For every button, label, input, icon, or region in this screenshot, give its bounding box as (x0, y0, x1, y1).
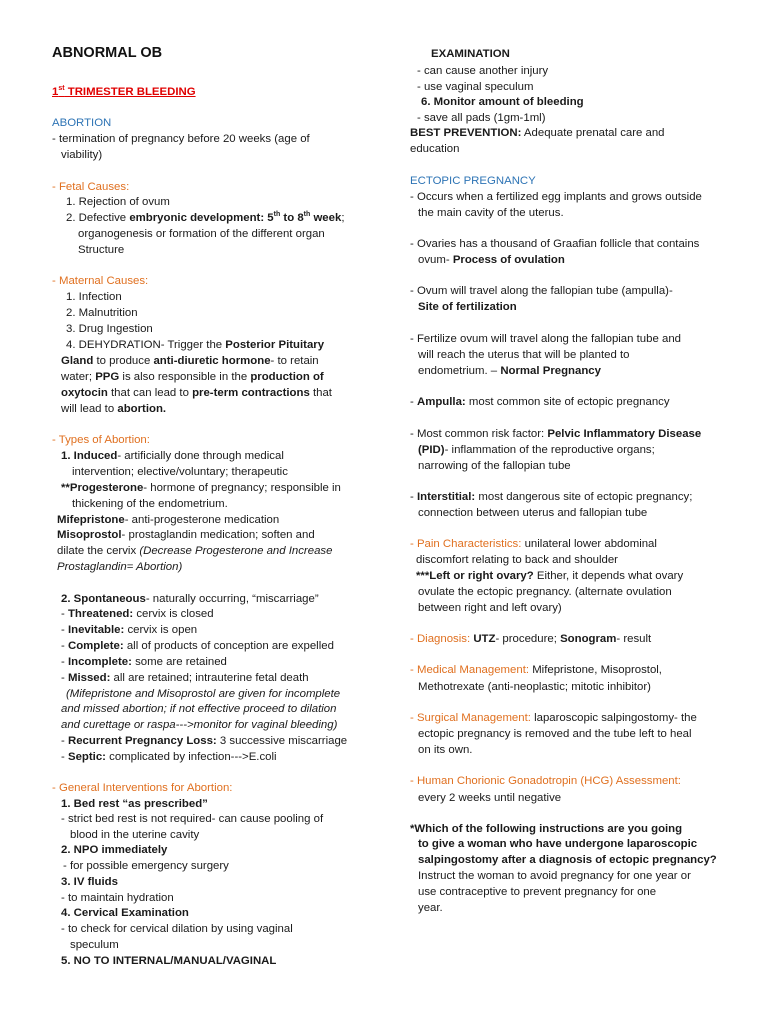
text-run: - prostaglandin medication; soften and (121, 529, 315, 541)
left-text-line (52, 433, 150, 448)
text-run: education (410, 143, 460, 155)
text-run: - anti-progesterone medication (124, 514, 280, 526)
text-run: 4. Cervical Examination (61, 907, 189, 919)
text-run: - Maternal Causes: (52, 275, 149, 287)
left-text-line (61, 954, 276, 969)
text-run: laparoscopic salpingostomy- the (530, 712, 697, 724)
right-text-line (418, 680, 651, 695)
right-text-line (418, 443, 655, 458)
text-run: - (61, 640, 68, 652)
text-run: - Surgical Management: (410, 712, 531, 724)
left-text-line (78, 227, 325, 242)
text-run: ; (341, 212, 345, 224)
right-text-line (417, 64, 548, 79)
text-run: abortion. (117, 403, 167, 415)
text-run: 1 (52, 86, 59, 98)
text-run: UTZ (473, 633, 496, 645)
text-run: use contraceptive to prevent pregnancy for one (418, 886, 657, 898)
text-run: - to check for cervical dilation by using vaginal (61, 923, 293, 935)
text-run: - General Interventions for Abortion: (52, 782, 233, 794)
text-run: Process of ovulation (452, 254, 565, 266)
text-run: Missed: (67, 672, 111, 684)
left-text-line (61, 592, 319, 607)
text-run: is also responsible in the (119, 371, 251, 383)
left-text-line (61, 812, 323, 827)
left-text-line (66, 687, 340, 702)
left-text-line (61, 623, 197, 638)
text-run: will lead to (61, 403, 118, 415)
text-run: 2. Malnutrition (66, 307, 138, 319)
text-run: ECTOPIC PREGNANCY (410, 175, 536, 187)
text-run: - (61, 624, 68, 636)
text-run: that (309, 387, 332, 399)
text-run: - can cause another injury (417, 65, 549, 77)
left-text-line (61, 148, 102, 163)
left-text-line (61, 449, 284, 464)
text-run: ovulate the ectopic pregnancy. (alternate ovulation (418, 586, 672, 598)
text-run: **Progesterone (61, 482, 144, 494)
left-text-line (61, 671, 309, 686)
left-text-line (66, 290, 122, 305)
text-run: PPG (95, 371, 120, 383)
text-run: - result (616, 633, 652, 645)
right-text-line (410, 822, 682, 837)
text-run: Prostaglandin= Abortion) (57, 561, 183, 573)
text-run: the main cavity of the uterus. (418, 207, 564, 219)
right-text-line (410, 395, 670, 410)
right-text-line (418, 601, 562, 616)
text-run: 3 successive miscarriage (216, 735, 348, 747)
text-run: ABORTION (52, 117, 112, 129)
text-run: dilate the cervix (57, 545, 140, 557)
left-text-line (52, 781, 232, 796)
left-text-line (66, 338, 324, 353)
text-run: year. (418, 902, 443, 914)
text-run: 1. Bed rest “as prescribed” (61, 798, 208, 810)
right-text-line (418, 585, 672, 600)
text-run: Mifepristone, Misoprostol, (529, 664, 662, 676)
right-text-line (418, 300, 517, 315)
left-text-line (57, 513, 279, 528)
right-text-line (410, 332, 681, 347)
right-text-line (410, 427, 701, 442)
text-run: Sonogram (560, 633, 617, 645)
text-run: speculum (70, 939, 119, 951)
right-text-line (416, 553, 618, 568)
text-run: EXAMINATION (431, 48, 510, 60)
text-run: complicated by infection--->E.coli (105, 751, 277, 763)
text-run: endometrium. – (418, 365, 501, 377)
text-run: (PID) (418, 444, 445, 456)
text-run: between right and left ovary) (418, 602, 562, 614)
text-run: - save all pads (1gm-1ml) (417, 112, 546, 124)
text-run: - Human Chorionic Gonadotropin (HCG) Assessment: (410, 775, 681, 787)
text-run: Interstitial: (416, 491, 476, 503)
right-text-line (418, 869, 691, 884)
text-run: Gland (61, 355, 94, 367)
right-text-line (418, 837, 697, 852)
text-run: to give a woman who have undergone laparoscopic (418, 838, 698, 850)
left-text-line (52, 132, 310, 147)
left-text-line (61, 402, 166, 417)
left-text-line (57, 560, 182, 575)
right-text-line (418, 853, 717, 868)
text-run: - Medical Management: (410, 664, 530, 676)
left-text-line (61, 906, 189, 921)
text-run: - hormone of pregnancy; responsible in (143, 482, 341, 494)
text-run: ectopic pregnancy is removed and the tube left to heal (418, 728, 692, 740)
text-run: Methotrexate (anti-neoplastic; mitotic inhibitor) (418, 681, 651, 693)
text-run: 2. Spontaneous (61, 593, 146, 605)
text-run: connection between uterus and fallopian tube (418, 507, 648, 519)
right-text-line (431, 47, 510, 62)
right-text-line (410, 174, 536, 189)
right-text-line (410, 237, 699, 252)
text-run: *Which of the following instructions are you going (410, 823, 683, 835)
text-run: - (61, 608, 68, 620)
left-text-line (61, 875, 118, 890)
text-run: anti-diuretic hormone (153, 355, 271, 367)
text-run: ***Left or right ovary? (416, 570, 534, 582)
text-run: - Diagnosis: (410, 633, 471, 645)
left-text-line (52, 180, 129, 195)
text-run: salpingostomy after a diagnosis of ectopic pregnancy? (418, 854, 717, 866)
left-text-line (66, 306, 138, 321)
text-run: - Ovum will travel along the fallopian tube (ampulla)- (410, 285, 673, 297)
text-run: to 8 (280, 212, 304, 224)
left-text-line (57, 544, 332, 559)
text-run: Recurrent Pregnancy Loss: (67, 735, 217, 747)
left-text-line (61, 481, 341, 496)
text-run: Ampulla: (416, 396, 466, 408)
left-text-line (70, 938, 119, 953)
text-run: all are retained; intrauterine fetal death (110, 672, 309, 684)
right-text-line (416, 569, 683, 584)
right-text-line (410, 774, 681, 789)
text-run: pre-term contractions (192, 387, 310, 399)
text-run: and missed abortion; if not effective proceed to dilation (61, 703, 337, 715)
right-text-line (410, 126, 665, 141)
right-text-line (418, 727, 692, 742)
text-run: discomfort relating to back and shoulder (416, 554, 618, 566)
right-text-line (418, 206, 564, 221)
text-run: cervix is closed (133, 608, 214, 620)
text-run: - (61, 672, 68, 684)
left-text-line (66, 322, 153, 337)
left-text-line (52, 85, 196, 100)
text-run: - (61, 656, 68, 668)
right-text-line (417, 111, 546, 126)
text-run: to produce (93, 355, 154, 367)
text-run: Incomplete: (67, 656, 132, 668)
left-text-line (61, 639, 334, 654)
right-text-line (418, 791, 561, 806)
text-run: 2. NPO immediately (61, 844, 168, 856)
left-text-line (61, 655, 227, 670)
text-run: - to maintain hydration (61, 892, 174, 904)
text-run: - (410, 491, 417, 503)
text-run: - Types of Abortion: (52, 434, 150, 446)
text-run: that can lead to (107, 387, 193, 399)
text-run: - inflammation of the reproductive organs; (444, 444, 655, 456)
text-run: unilateral lower abdominal (521, 538, 657, 550)
text-run: - (61, 751, 68, 763)
right-text-line (418, 885, 656, 900)
text-run: blood in the uterine cavity (70, 829, 200, 841)
text-run: embryonic development: 5 (129, 212, 274, 224)
right-text-line (418, 901, 443, 916)
right-text-line (418, 253, 565, 268)
text-run: Instruct the woman to avoid pregnancy for one year or (418, 870, 691, 882)
right-text-line (410, 537, 657, 552)
left-text-line (72, 497, 228, 512)
left-text-line (52, 116, 111, 131)
right-text-line (410, 142, 459, 157)
text-run: Structure (78, 244, 125, 256)
text-run: Site of fertilization (418, 301, 517, 313)
left-text-line (61, 607, 214, 622)
right-text-line (418, 743, 472, 758)
left-text-line (61, 922, 293, 937)
text-run: some are retained (131, 656, 227, 668)
text-run: 3. IV fluids (61, 876, 118, 888)
text-run: th (303, 211, 311, 219)
text-run: Complete: (67, 640, 124, 652)
text-run: week (310, 212, 342, 224)
text-run: will reach the uterus that will be planted to (418, 349, 630, 361)
right-text-line (418, 459, 571, 474)
text-run: most common site of ectopic pregnancy (465, 396, 670, 408)
text-run: most dangerous site of ectopic pregnancy; (475, 491, 693, 503)
text-run: ABNORMAL OB (52, 45, 163, 61)
right-text-line (410, 190, 702, 205)
text-run: 1. Rejection of ovum (66, 196, 170, 208)
left-text-line (61, 797, 208, 812)
left-text-line (66, 211, 344, 226)
right-text-line (418, 348, 629, 363)
text-run: organogenesis or formation of the different organ (78, 228, 325, 240)
left-text-line (78, 243, 124, 258)
left-text-line (61, 386, 332, 401)
right-text-line (418, 364, 601, 379)
text-run: - Ovaries has a thousand of Graafian follicle that contains (410, 238, 700, 250)
left-text-line (61, 891, 174, 906)
right-text-line (410, 711, 697, 726)
text-run: ovum- (418, 254, 453, 266)
left-text-line (61, 750, 277, 765)
text-run: 6. Monitor amount of bleeding (421, 96, 584, 108)
text-run: Pelvic Inflammatory Disease (547, 428, 702, 440)
right-text-line (410, 490, 692, 505)
text-run: - to retain (270, 355, 319, 367)
text-run: Posterior Pituitary (225, 339, 325, 351)
right-text-line (418, 506, 647, 521)
left-text-line (61, 718, 337, 733)
left-text-line (61, 843, 167, 858)
text-run: 2. Defective (66, 212, 130, 224)
left-text-line (61, 702, 336, 717)
left-text-line (57, 528, 315, 543)
text-run: BEST PREVENTION: (410, 127, 522, 139)
left-text-line (72, 465, 288, 480)
text-run: narrowing of the fallopian tube (418, 460, 571, 472)
text-run: - artificially done through medical (117, 450, 284, 462)
text-run: - Occurs when a fertilized egg implants and grows outside (410, 191, 702, 203)
text-run: thickening of the endometrium. (72, 498, 228, 510)
text-run: - naturally occurring, “miscarriage” (145, 593, 319, 605)
text-run: oxytocin (61, 387, 108, 399)
right-text-line (421, 95, 584, 110)
left-text-line (52, 274, 148, 289)
text-run: all of products of conception are expelled (123, 640, 334, 652)
left-text-line (66, 195, 170, 210)
text-run: every 2 weeks until negative (418, 792, 562, 804)
text-run: (Decrease Progesterone and Increase (139, 545, 333, 557)
text-run: - Most common risk factor: (410, 428, 548, 440)
text-run: on its own. (418, 744, 473, 756)
text-run: Misoprostol (57, 529, 122, 541)
text-run: Mifepristone (57, 514, 125, 526)
text-run: TRIMESTER BLEEDING (64, 86, 196, 98)
text-run: Adequate prenatal care and (521, 127, 665, 139)
text-run: st (58, 85, 65, 93)
text-run: water; (61, 371, 96, 383)
text-run: production of (250, 371, 324, 383)
text-run: 4. DEHYDRATION- Trigger the (66, 339, 226, 351)
left-text-line (61, 370, 324, 385)
right-text-line (410, 284, 673, 299)
text-run: Inevitable: (67, 624, 125, 636)
text-run: Septic: (67, 751, 106, 763)
left-text-line (63, 859, 229, 874)
right-text-line (410, 632, 651, 647)
text-run: and curettage or raspa--->monitor for vaginal bleeding) (61, 719, 338, 731)
right-text-line (417, 80, 534, 95)
text-run: th (273, 211, 281, 219)
text-run: - procedure; (495, 633, 561, 645)
text-run: - strict bed rest is not required- can cause pooling of (61, 813, 324, 825)
text-run: - termination of pregnancy before 20 weeks (age of (52, 133, 310, 145)
text-run: viability) (61, 149, 103, 161)
text-run: 1. Induced (61, 450, 118, 462)
text-run: Either, it depends what ovary (533, 570, 684, 582)
text-run: - for possible emergency surgery (63, 860, 229, 872)
text-run: - (410, 396, 417, 408)
right-text-line (410, 663, 662, 678)
text-run: Threatened: (67, 608, 134, 620)
left-text-line (52, 46, 162, 61)
text-run: - Fetal Causes: (52, 181, 130, 193)
text-run: 5. NO TO INTERNAL/MANUAL/VAGINAL (61, 955, 277, 967)
text-run: 1. Infection (66, 291, 122, 303)
text-run: Normal Pregnancy (500, 365, 601, 377)
left-text-line (70, 828, 199, 843)
text-run: - Fertilize ovum will travel along the fallopian tube and (410, 333, 681, 345)
text-run: - (61, 735, 68, 747)
text-run: - Pain Characteristics: (410, 538, 522, 550)
text-run: intervention; elective/voluntary; therapeutic (72, 466, 288, 478)
left-text-line (61, 734, 347, 749)
text-run: cervix is open (124, 624, 198, 636)
left-text-line (61, 354, 319, 369)
text-run: (Mifepristone and Misoprostol are given for incomplete (66, 688, 341, 700)
text-run: - use vaginal speculum (417, 81, 534, 93)
text-run: 3. Drug Ingestion (66, 323, 153, 335)
